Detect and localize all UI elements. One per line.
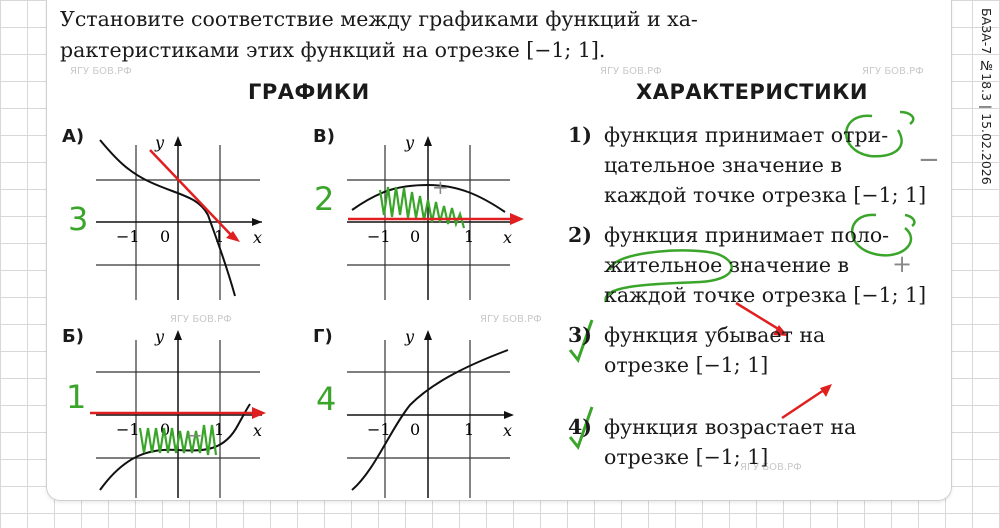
- graph-g: [316, 327, 514, 498]
- graph-label-v: В): [313, 126, 335, 147]
- watermark: ЯГУ БОВ.РФ: [862, 66, 924, 77]
- x-axis-label: x: [503, 421, 513, 440]
- watermark: ЯГУ БОВ.РФ: [480, 314, 542, 325]
- x-axis-label: x: [253, 421, 263, 440]
- characteristic-num: 4): [568, 415, 592, 439]
- graph-label-b: Б): [62, 326, 84, 347]
- characteristic-line: функция принимает отри-: [604, 123, 889, 147]
- tick-label-m1: −1: [367, 227, 391, 246]
- tick-label-m1: −1: [116, 420, 140, 439]
- characteristics-header: ХАРАКТЕРИСТИКИ: [636, 80, 868, 104]
- y-axis-label: y: [155, 133, 165, 152]
- characteristic-line: функция принимает поло-: [604, 223, 890, 247]
- characteristic-num: 3): [568, 323, 592, 347]
- tick-label-1: 1: [214, 420, 225, 439]
- characteristic-line: функция убывает на: [604, 323, 826, 347]
- characteristic-line: жительное значение в: [604, 253, 850, 277]
- plus-mark: +: [892, 250, 913, 278]
- tick-label-m1: −1: [116, 227, 140, 246]
- characteristic-line: каждой точке отрезка [−1; 1]: [604, 283, 927, 307]
- tick-label-1: 1: [464, 227, 475, 246]
- characteristic-num: 2): [568, 223, 592, 247]
- red-arrow-head: [510, 213, 524, 225]
- graph-b: [66, 327, 266, 498]
- minus-mark: −: [918, 145, 940, 175]
- graph-label-g: Г): [313, 326, 333, 347]
- watermark: ЯГУ БОВ.РФ: [740, 462, 802, 473]
- graph-v: [314, 133, 524, 300]
- watermark: ЯГУ БОВ.РФ: [70, 66, 132, 77]
- watermark: ЯГУ БОВ.РФ: [600, 66, 662, 77]
- graph-a: [68, 133, 262, 300]
- answer-b: 1: [66, 378, 87, 416]
- plus-mark: +: [432, 175, 449, 199]
- y-axis-label: y: [155, 327, 165, 346]
- characteristic-line: отрезке [−1; 1]: [604, 445, 769, 469]
- answer-a: 3: [68, 200, 89, 238]
- answer-g: 4: [316, 380, 337, 418]
- graphs-header: ГРАФИКИ: [248, 80, 370, 104]
- tick-label-0: 0: [160, 420, 171, 439]
- minus-mark: −: [186, 423, 203, 447]
- tick-label-1: 1: [214, 227, 225, 246]
- red-arrow-head: [252, 407, 266, 419]
- characteristic-line: отрезке [−1; 1]: [604, 353, 769, 377]
- characteristic-num: 1): [568, 123, 592, 147]
- task-line-2: рактеристиками этих функций на отрезке [−1; 1].: [60, 38, 606, 62]
- tick-label-m1: −1: [367, 420, 391, 439]
- task-line-1: Установите соответствие между графиками функций и ха-: [60, 7, 698, 31]
- graph-label-a: А): [62, 126, 85, 147]
- x-axis-label: x: [253, 228, 263, 247]
- y-axis-label: y: [405, 133, 415, 152]
- x-axis-label: x: [503, 228, 513, 247]
- tick-label-0: 0: [160, 227, 171, 246]
- tick-label-1: 1: [464, 420, 475, 439]
- answer-v: 2: [314, 180, 335, 218]
- characteristic-line: каждой точке отрезка [−1; 1]: [604, 183, 927, 207]
- y-axis-label: y: [405, 327, 415, 346]
- characteristic-line: функция возрастает на: [604, 415, 857, 439]
- characteristic-line: цательное значение в: [604, 153, 842, 177]
- side-code: БАЗА-7 №18.3 | 15.02.2026: [979, 8, 994, 185]
- tick-label-0: 0: [410, 420, 421, 439]
- tick-label-0: 0: [410, 227, 421, 246]
- watermark: ЯГУ БОВ.РФ: [170, 314, 232, 325]
